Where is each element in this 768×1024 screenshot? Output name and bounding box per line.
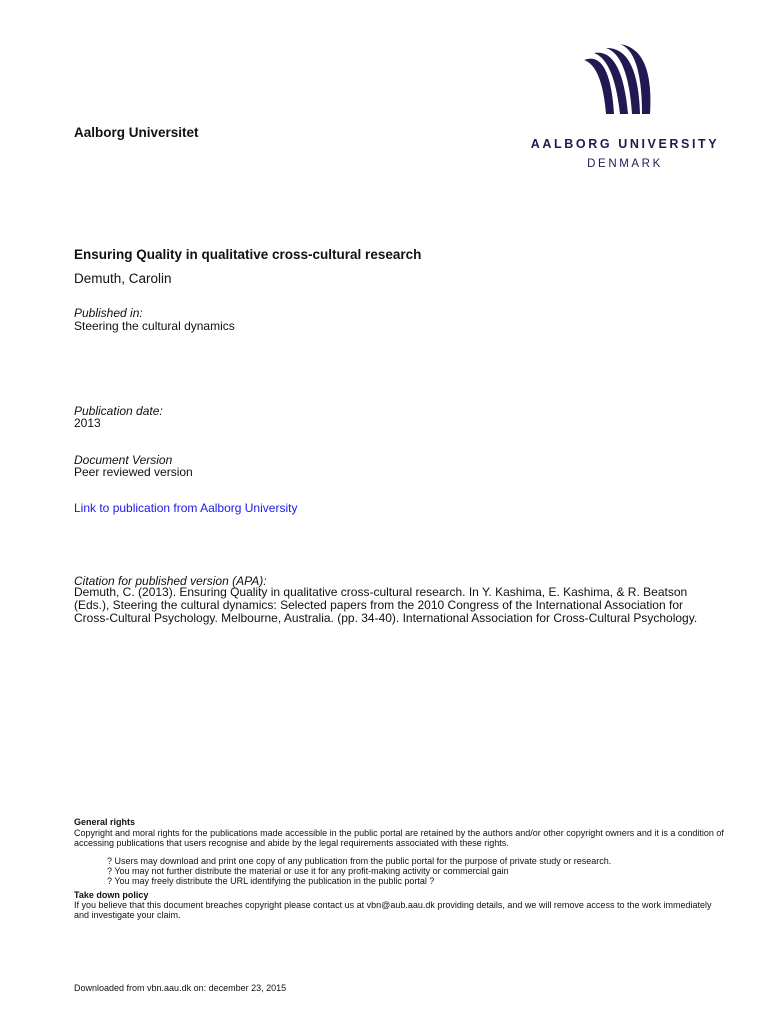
university-logo-mark-icon <box>584 44 666 116</box>
citation-label: Citation for published version (APA): <box>74 574 267 588</box>
logo-country: DENMARK <box>587 158 663 170</box>
publication-date-label: Publication date: <box>74 404 163 418</box>
citation-text: Demuth, C. (2013). Ensuring Quality in qualitative cross-cultural research. In Y. Kashima, E. Kashima, & R. Beatson (Eds.), Steering the cultural dynamics: Selected papers from the 2010 Congress of the International Association for Cross-Cultural Psychology. Melbourne, Australia. (pp. 34-40). International Association for Cross-Cultural Psychology. <box>74 585 698 625</box>
rights-list-item: ? You may not further distribute the material or use it for any profit-making activity or commercial gain <box>107 866 509 876</box>
institution-name: Aalborg Universitet <box>74 125 199 140</box>
publication-date-value: 2013 <box>74 416 101 430</box>
publication-title: Ensuring Quality in qualitative cross-cultural research <box>74 247 422 262</box>
rights-list-item: ? Users may download and print one copy of any publication from the public portal for the purpose of private study or research. <box>107 856 612 866</box>
published-in-value: Steering the cultural dynamics <box>74 319 235 333</box>
take-down-text: If you believe that this document breaches copyright please contact us at vbn@aub.aau.dk providing details, and we will remove access to the work immediately and investigate your claim. <box>74 900 712 920</box>
university-logo <box>526 44 726 174</box>
publication-author: Demuth, Carolin <box>74 271 172 286</box>
document-version-value: Peer reviewed version <box>74 465 193 479</box>
published-in-label: Published in: <box>74 306 143 320</box>
logo-wordmark: AALBORG UNIVERSITY <box>530 137 720 151</box>
document-version-label: Document Version <box>74 453 173 467</box>
publication-link[interactable]: Link to publication from Aalborg University <box>74 501 298 515</box>
download-footer: Downloaded from vbn.aau.dk on: december 23, 2015 <box>74 983 287 993</box>
general-rights-text: Copyright and moral rights for the publications made accessible in the public portal are retained by the authors and/or other copyright owners and it is a condition of accessing publications that users recognise and abide by the legal requirements associated with these rights. <box>74 828 724 848</box>
general-rights-heading: General rights <box>74 817 136 827</box>
take-down-heading: Take down policy <box>74 890 149 900</box>
rights-list-item: ? You may freely distribute the URL identifying the publication in the public portal ? <box>107 876 435 886</box>
